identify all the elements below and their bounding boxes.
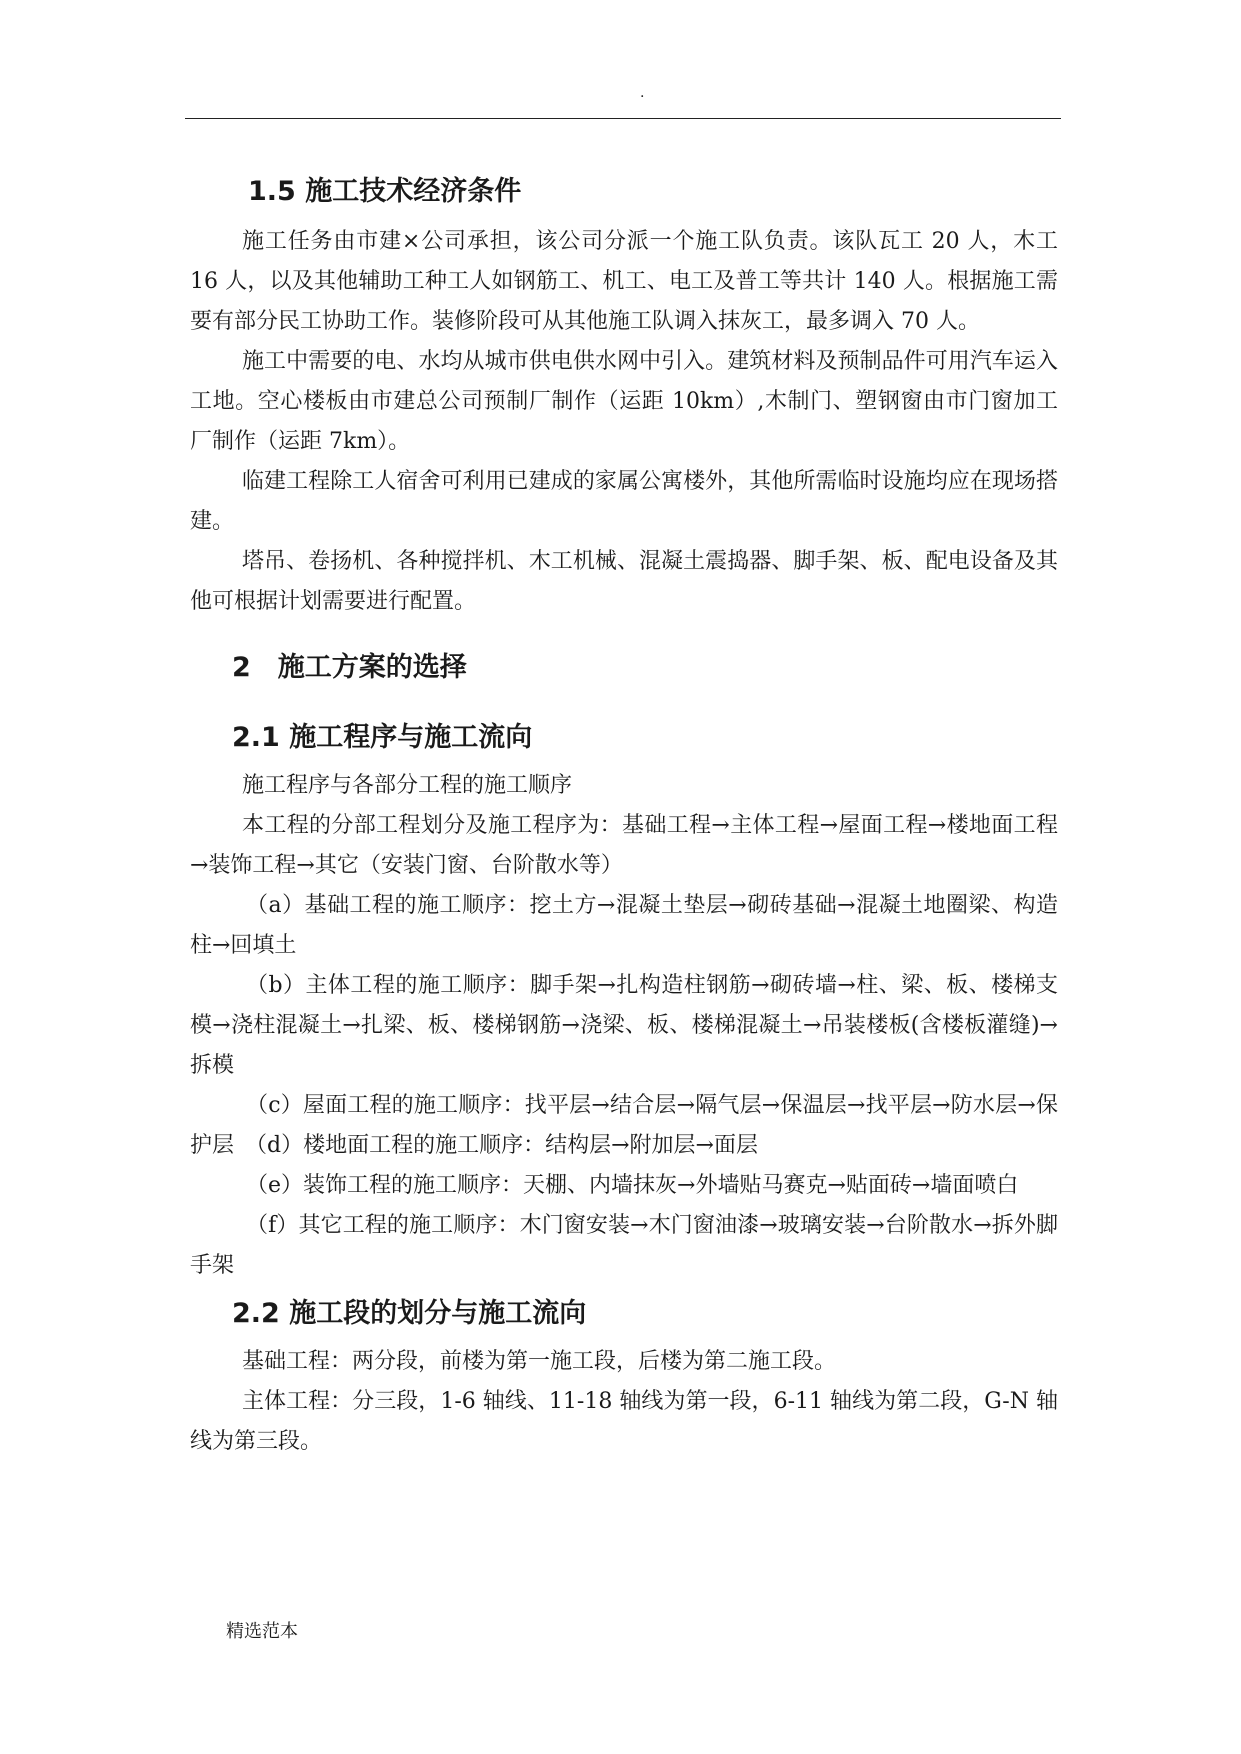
list-item-e: （e）装饰工程的施工顺序：天棚、内墙抹灰→外墙贴马赛克→贴面砖→墙面喷白 xyxy=(246,1173,1019,1198)
paragraph: 基础工程：两分段，前楼为第一施工段，后楼为第二施工段。 xyxy=(242,1349,837,1374)
paragraph: 施工程序与各部分工程的施工顺序 xyxy=(242,773,573,798)
paragraph: 临建工程除工人宿舍可利用已建成的家属公寓楼外，其他所需临时设施均应在现场搭建。 xyxy=(190,469,1058,534)
paragraph: 本工程的分部工程划分及施工程序为：基础工程→主体工程→屋面工程→楼地面工程→装饰工程→其它（安装门窗、台阶散水等） xyxy=(190,813,1058,878)
paragraph: 施工任务由市建×公司承担，该公司分派一个施工队负责。该队瓦工 20 人，木工 16 人，以及其他辅助工种工人如钢筋工、机工、电工及普工等共计 140 人。根据施工需要有部分民工协助工作。装修阶段可从其他施工队调入抹灰工，最多调入 70 人。 xyxy=(190,229,1058,334)
section-2-heading: 2 施工方案的选择 xyxy=(232,652,467,683)
footer-text: 精选范本 xyxy=(226,1621,298,1642)
document-body xyxy=(190,160,1058,1462)
section-1-5-heading: 1.5 施工技术经济条件 xyxy=(248,176,522,207)
section-2-1-heading: 2.1 施工程序与施工流向 xyxy=(232,722,533,753)
section-2-2-heading: 2.2 施工段的划分与施工流向 xyxy=(232,1298,587,1329)
header-rule xyxy=(185,118,1061,119)
paragraph: 主体工程：分三段，1-6 轴线、11-18 轴线为第一段，6-11 轴线为第二段，G-N 轴线为第三段。 xyxy=(190,1389,1058,1454)
paragraph: 施工中需要的电、水均从城市供电供水网中引入。建筑材料及预制品件可用汽车运入工地。空心楼板由市建总公司预制厂制作（运距 10km）,木制门、塑钢窗由市门窗加工厂制作（运距 7km）。 xyxy=(190,349,1058,454)
list-item-c-d: （c）屋面工程的施工顺序：找平层→结合层→隔气层→保温层→找平层→防水层→保护层 （d）楼地面工程的施工顺序：结构层→附加层→面层 xyxy=(190,1093,1058,1158)
paragraph: 塔吊、卷扬机、各种搅拌机、木工机械、混凝土震捣器、脚手架、板、配电设备及其他可根据计划需要进行配置。 xyxy=(190,549,1058,614)
list-item-f: （f）其它工程的施工顺序：木门窗安装→木门窗油漆→玻璃安装→台阶散水→拆外脚手架 xyxy=(190,1213,1058,1278)
list-item-b: （b）主体工程的施工顺序：脚手架→扎构造柱钢筋→砌砖墙→柱、梁、板、楼梯支模→浇柱混凝土→扎梁、板、楼梯钢筋→浇梁、板、楼梯混凝土→吊装楼板(含楼板灌缝)→拆模 xyxy=(190,973,1058,1078)
header-mark: . xyxy=(640,85,645,101)
list-item-a: （a）基础工程的施工顺序：挖土方→混凝土垫层→砌砖基础→混凝土地圈梁、构造柱→回填土 xyxy=(190,893,1058,958)
